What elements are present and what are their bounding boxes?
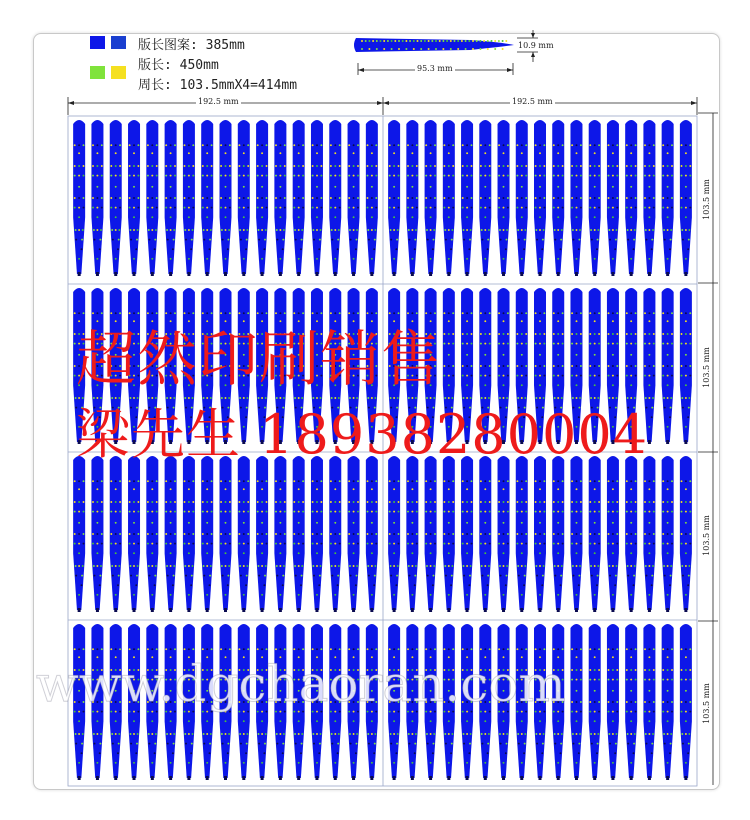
plate-length-label: 版长: 450mm — [138, 58, 219, 73]
half-width-dim-right: 192.5 mm — [512, 97, 553, 106]
unit-width-dim: 95.3 mm — [417, 64, 453, 73]
row-height-dim-1: 103.5 mm — [701, 179, 711, 220]
watermark-contact: 梁先生 18938280004 — [76, 403, 649, 466]
row-height-dim-4: 103.5 mm — [701, 683, 711, 724]
row-height-dim-3: 103.5 mm — [701, 515, 711, 556]
circumference-label: 周长: 103.5mmX4=414mm — [138, 78, 298, 93]
sample-unit — [354, 38, 514, 52]
watermark-url: www.dgchaoran.com — [36, 655, 566, 713]
watermark-company: 超然印刷销售 — [76, 325, 442, 395]
row-height-dim-2: 103.5 mm — [701, 347, 711, 388]
half-width-dim-left: 192.5 mm — [198, 97, 239, 106]
unit-height-dim: 10.9 mm — [518, 41, 554, 50]
pattern-length-label: 版长图案: 385mm — [138, 38, 245, 53]
